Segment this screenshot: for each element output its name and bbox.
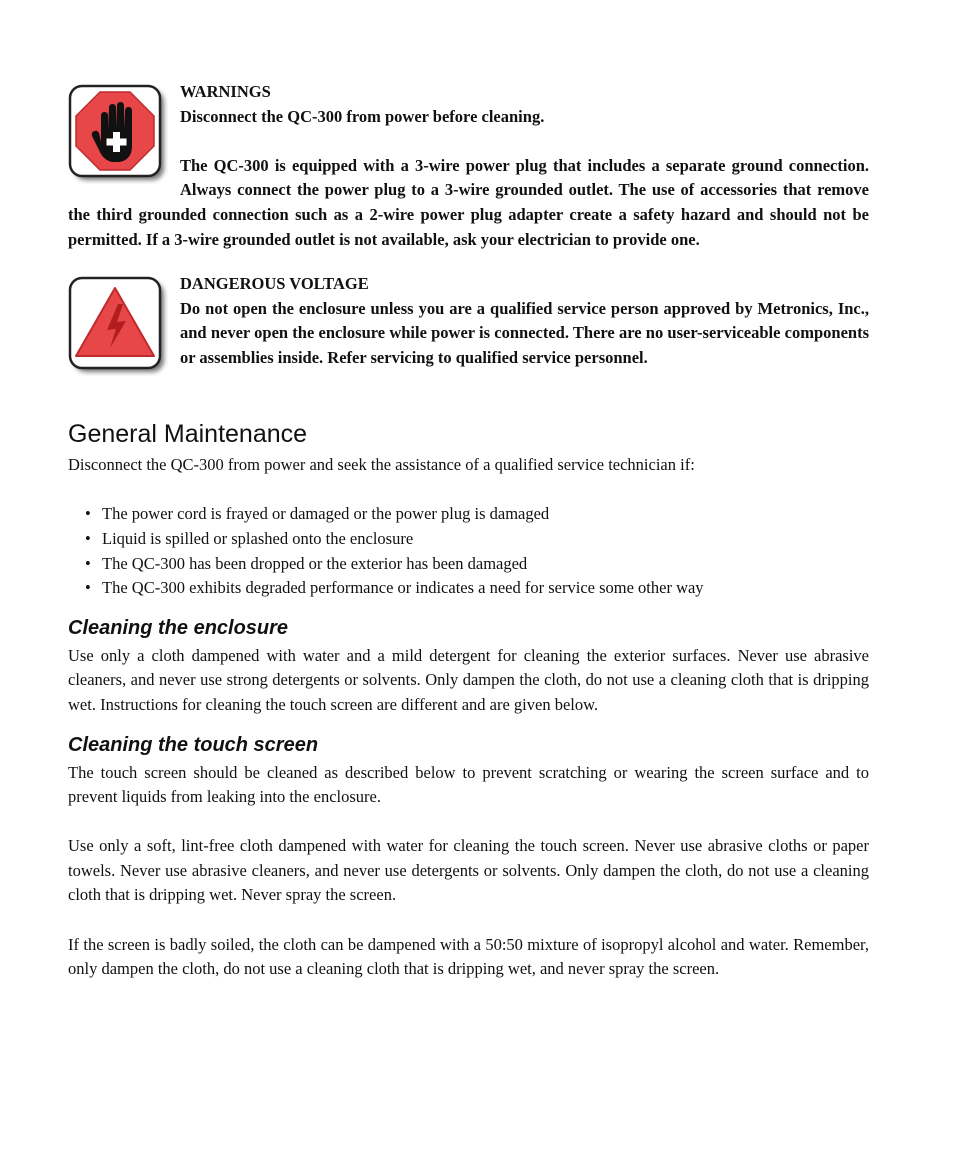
- maintenance-bullet-list: [68, 502, 869, 600]
- voltage-paragraph: Do not open the enclosure unless you are a qualified service person approved by Metronics, Inc., and never open the enclosure while power is connected. There are no user-serviceable components or assemblies inside. Refer servicing to qualified service personnel.: [180, 298, 869, 367]
- list-item: • The QC-300 exhibits degraded performance or indicates a need for service some other way: [85, 578, 704, 598]
- cleaning-touch-screen-heading: Cleaning the touch screen: [68, 733, 319, 756]
- stop-hand-icon: [68, 84, 168, 184]
- warnings-line: Disconnect the QC-300 from power before cleaning.: [180, 106, 545, 126]
- touch-screen-paragraph-2: Use only a soft, lint-free cloth dampened with water for cleaning the touch screen. Never use abrasive cloths or paper towels. Never use abrasive cleaners, and never use detergents or solvents. Only dampen the cloth, do not use a cleaning cloth that is dripping wet. Never spray the screen.: [68, 836, 869, 905]
- voltage-block: [68, 272, 869, 378]
- list-item: • The power cord is frayed or damaged or the power plug is damaged: [85, 504, 550, 524]
- voltage-title: DANGEROUS VOLTAGE: [180, 274, 369, 294]
- list-item: • The QC-300 has been dropped or the exterior has been damaged: [85, 553, 528, 573]
- list-item: • Liquid is spilled or splashed onto the enclosure: [85, 528, 414, 548]
- warnings-block: [68, 80, 869, 252]
- general-maintenance-heading: General Maintenance: [68, 420, 308, 449]
- high-voltage-icon: [68, 276, 168, 376]
- maintenance-intro: Disconnect the QC-300 from power and seek the assistance of a qualified service technician if:: [68, 455, 695, 475]
- cleaning-enclosure-paragraph: Use only a cloth dampened with water and a mild detergent for cleaning the exterior surfaces. Never use abrasive cleaners, and never use strong detergents or solvents. Only dampen the cloth, do not use a cleaning cloth that is dripping wet. Instructions for cleaning the touch screen are different and are given below.: [68, 645, 869, 714]
- warnings-title: WARNINGS: [180, 82, 271, 101]
- touch-screen-paragraph-3: If the screen is badly soiled, the cloth can be dampened with a 50:50 mixture of isopropyl alcohol and water. Remember, only dampen the cloth, do not use a cleaning cloth that is dripping wet, and never spray the screen.: [68, 934, 869, 979]
- cleaning-enclosure-heading: Cleaning the enclosure: [68, 616, 289, 639]
- document-page: [68, 80, 869, 982]
- touch-screen-paragraph-1: The touch screen should be cleaned as described below to prevent scratching or wearing the screen surface and to prevent liquids from leaking into the enclosure.: [68, 762, 869, 807]
- warnings-paragraph: The QC-300 is equipped with a 3-wire power plug that includes a separate ground connection. Always connect the power plug to a 3-wire grounded outlet. The use of accessories that remove the third grounded connection such as a 2-wire power plug adapter create a safety hazard and should not be permitted. If a 3-wire grounded outlet is not available, ask your electrician to provide one.: [68, 155, 869, 249]
